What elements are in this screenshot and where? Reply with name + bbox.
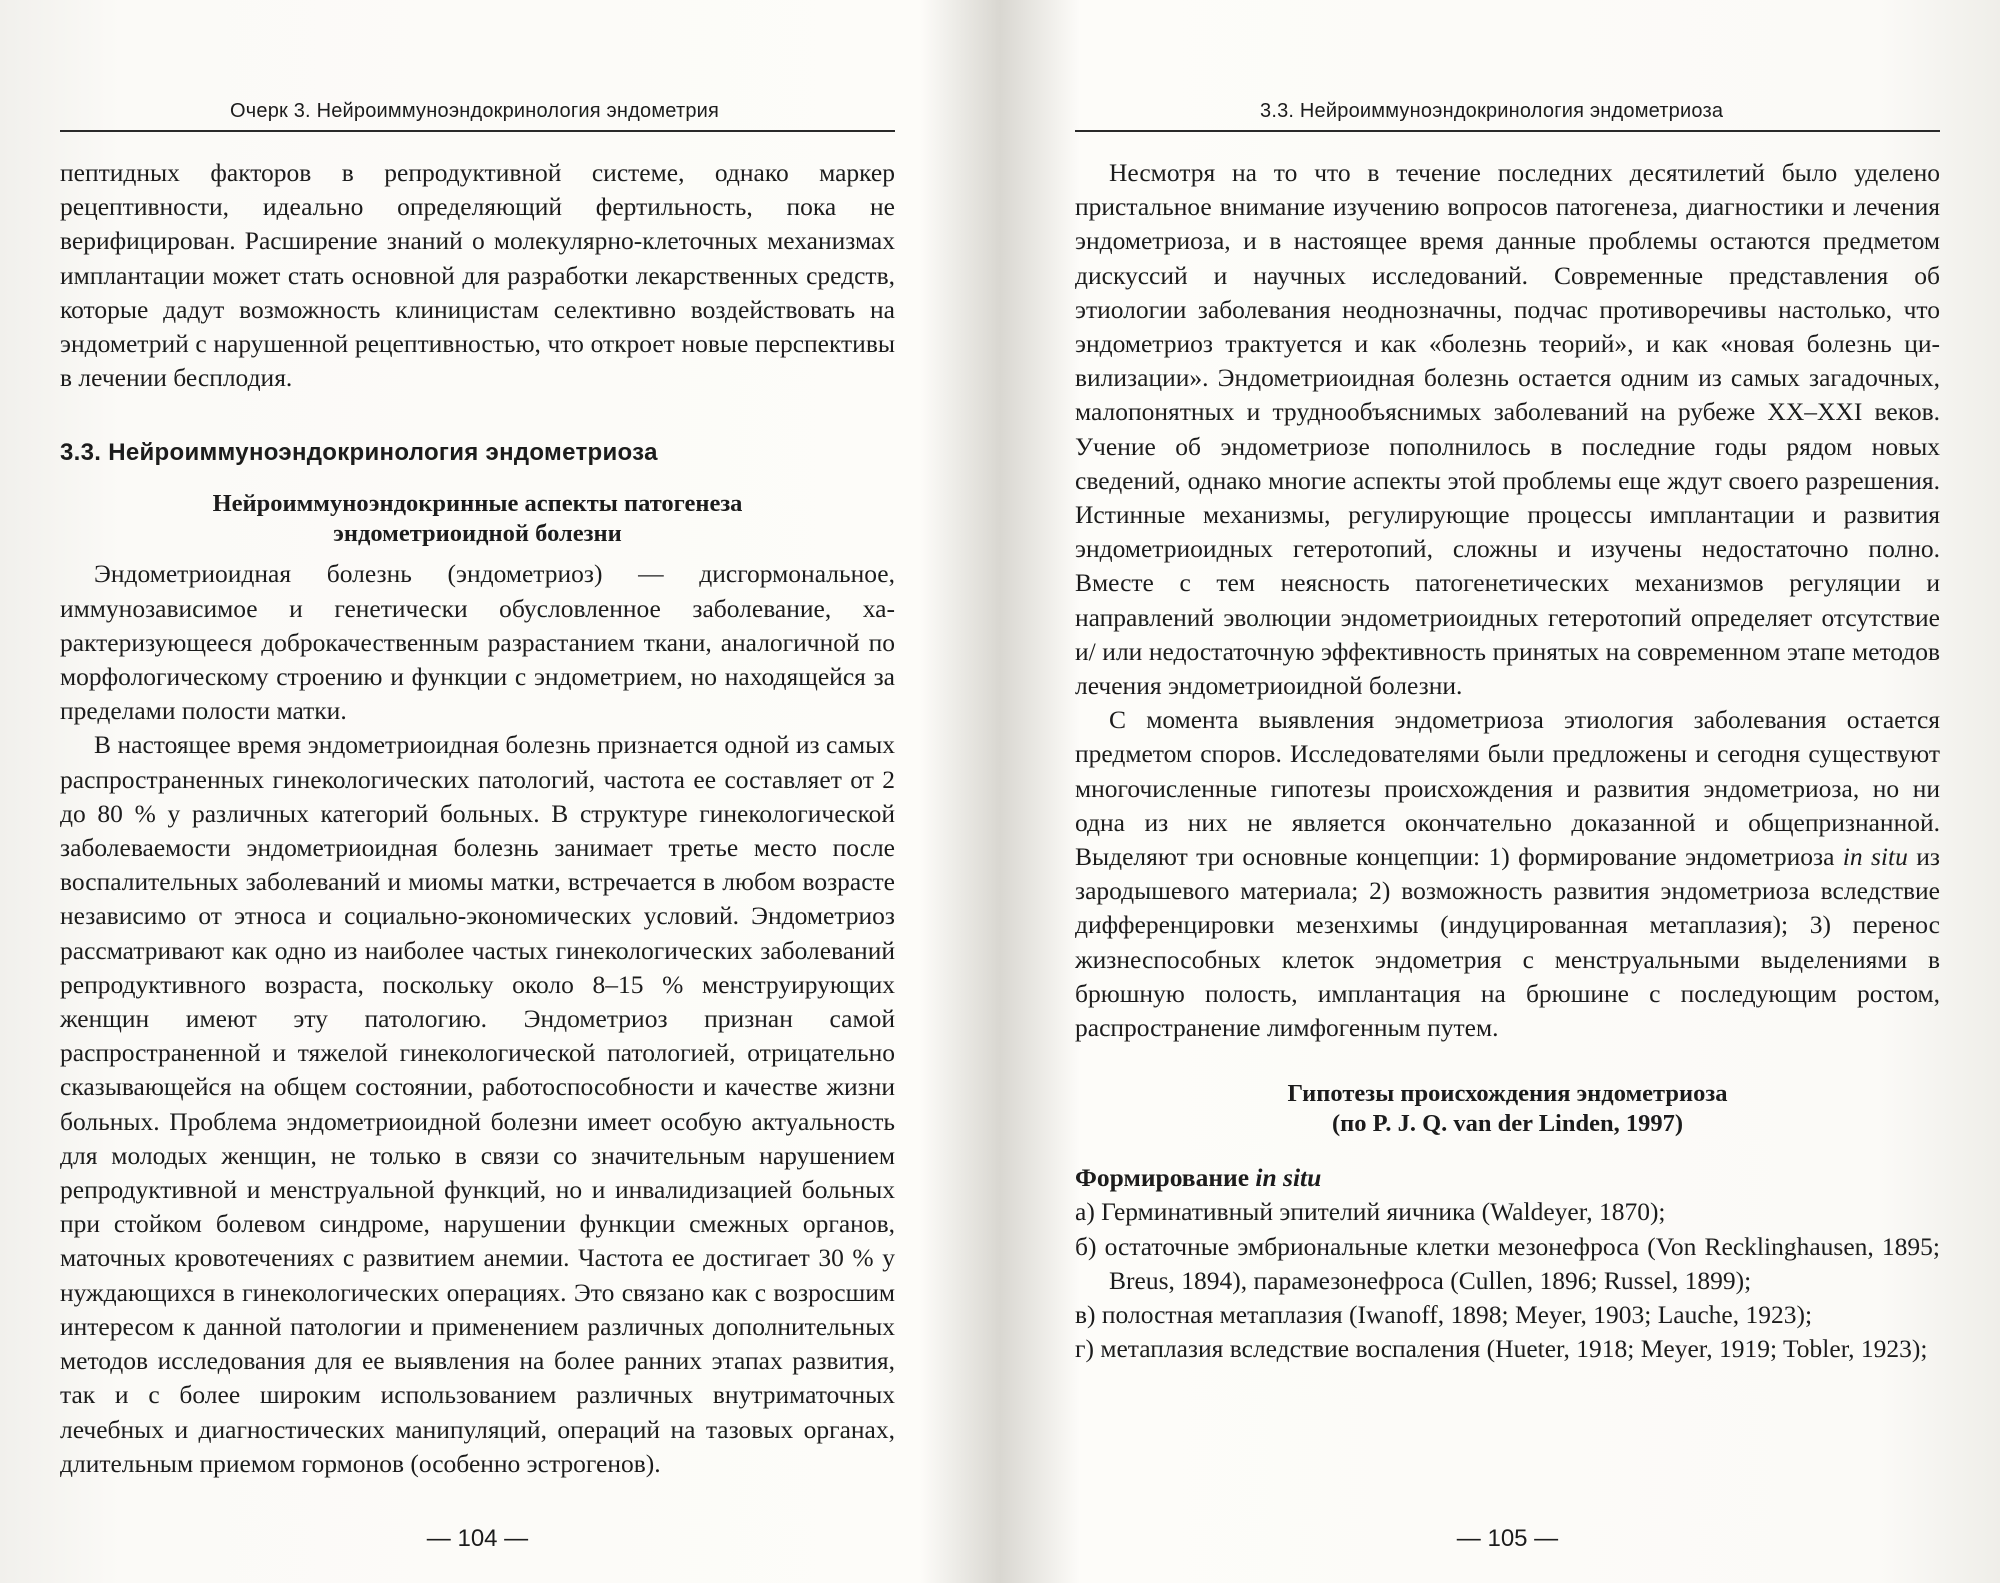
list-item: б) остаточные эмбриональные клетки мезонефроса (Von Recklinghausen, 1895; Breus, 1894), парамезонефроса (Cullen, 1896; Russel, 1899); — [1075, 1231, 1940, 1295]
hypotheses-title-line2: (по P. J. Q. van der Linden, 1997) — [1331, 1110, 1684, 1138]
right-paragraph-1: Несмотря на то что в течение последних десятилетий было уделено пристальное внимание изучению вопросов патогенеза, диагностики и лечения эндометриоза, и в настоящее время данные проблемы остаются предметом дискуссий и научных исследований. Современные представления об этиологии заболевания неоднозначны, подчас противоречивы настолько, что эндометриоз трактуется и как «болезнь теорий», и как «новая болезнь цивилизации». Эндометриоидная болезнь остается одним из самых загадочных, малопонятных и труднообъяснимых заболеваний на рубеже XX–XXI веков. Учение об эндометриозе пополнилось в последние годы рядом новых сведений, однако многие аспекты этой проблемы еще ждут своего разрешения. Истинные механизмы, регулирующие процессы имплантации и развития эндометриоидных гетеротопий, сложны и изучены недостаточно полно. Вместе с тем неясность патогенетических механизмов регуляции и направлений эволюции эндометриоидных гетеротопий определяет отсутствие и/ или недостаточную эффективность принятых на современном этапе методов лечения эндометриоидной болезни. — [1075, 158, 1940, 701]
right-paragraph-2 — [1075, 703, 1940, 1045]
paragraph-2-italic: in situ — [1842, 842, 1908, 872]
left-running-head: Очерк 3. Нейроиммуноэндокринология эндометрия — [60, 100, 895, 132]
section-title: 3.3. Нейроиммуноэндокринология эндометриоза — [60, 439, 658, 467]
left-intro-paragraph: пептидных факторов в репродуктивной системе, однако маркер рецептивности, идеально определяющий фертильность, пока не верифицирован. Расширение знаний о молекулярно-клеточных механизмах имплантации может стать основной для разработки лекарственных средств, которые дадут возможность клиницистам селективно воздействовать на эндометрий с нарушенной рецептивностью, что откроет новые перспективы в лечении бесплодия. — [60, 158, 895, 393]
right-body — [1075, 156, 1940, 1367]
list-item: а) Герминативный эпителий яичника (Waldeyer, 1870); — [1075, 1197, 1666, 1227]
page-number-left: — 104 — — [426, 1525, 529, 1552]
subsection-title — [60, 489, 895, 549]
list-heading-text: Формирование — [1075, 1163, 1256, 1193]
paragraph-2-text-before: С момента выявления эндометриоза этиология заболевания остается предметом споров. Исследователями были предложены и сегодня существуют многочисленные гипотезы происхождения и развития эндометриоза, но ни одна из них не является окончательно доказанной и общепризнанной. Выделяют три основные концепции: 1) формирование эндометриоза — [1075, 705, 1940, 872]
paragraph-2-text-after: из зародышевого материала; 2) возможность развития эндометриоза вследствие дифференцировки мезенхимы (индуцированная метаплазия); 3) перенос жизнеспособных клеток эндометрия с менструальными выделениями в брюшную полость, имплантация на брюшине с последующим ростом, распространение лимфогенным путем. — [1075, 842, 1940, 1043]
subsection-title-line1: Нейроиммуноэндокринные аспекты патогенеза — [212, 490, 743, 518]
subsection-title-line2: эндометриоидной болезни — [333, 520, 622, 548]
right-page — [1075, 0, 1940, 1583]
list-heading-italic: in situ — [1255, 1163, 1322, 1193]
page-number-right: — 105 — — [1456, 1525, 1559, 1552]
list-item: в) полостная метаплазия (Iwanoff, 1898; Meyer, 1903; Lauche, 1923); — [1075, 1300, 1813, 1330]
hypotheses-title — [1075, 1079, 1940, 1139]
list-item: г) метаплазия вследствие воспаления (Hueter, 1918; Meyer, 1919; Tobler, 1923); — [1075, 1334, 1928, 1364]
list-heading — [1075, 1161, 1940, 1195]
right-running-head: 3.3. Нейроиммуноэндокринология эндометриоза — [1075, 100, 1940, 132]
hypotheses-title-line1: Гипотезы происхождения эндометриоза — [1287, 1080, 1728, 1108]
left-paragraph-2: В настоящее время эндометриоидная болезнь признается одной из самых распространенных гинекологических патологий, частота ее составляет от 2 до 80 % у различных категорий больных. В структуре гинекологической заболеваемости эндометриоидная болезнь занимает третье место после воспалительных заболеваний и миомы матки, встречается в любом возрасте независимо от этноса и социально-экономических условий. Эндометриоз рассматривают как одно из наиболее частых гинекологических заболеваний репродуктивного возраста, поскольку около 8–15 % менструирующих женщин имеют эту патологию. Эндометриоз признан самой распространенной и тяжелой гинекологической патологией, отрицательно сказывающейся на общем состоянии, работоспособности и качестве жизни больных. Проблема эндометриоидной болезни имеет особую актуальность для молодых женщин, не только в связи со значительным нарушением репродуктивной и менструальной функций, но и инвалидизацией больных при стойком болевом синдроме, нарушении функции смежных органов, маточных кровотечениях с развитием анемии. Частота ее достигает 30 % у нуждающихся в гинекологических операциях. Это связано как с возросшим интересом к данной патологии и применением различных дополнительных методов исследования для ее выявления на более ранних этапах развития, так и с более широким использованием различных внутриматочных лечебных и диагностических манипуляций, операций на тазовых органах, длительным приемом гормонов (особенно эстрогенов). — [60, 730, 895, 1478]
left-page — [60, 0, 895, 1583]
left-paragraph-1: Эндометриоидная болезнь (эндометриоз) — дисгормональное, иммунозависимое и генетически обусловленное заболевание, характеризующееся доброкачественным разрастанием ткани, аналогичной по морфологическому строению и функции с эндометрием, но находящейся за пределами полости матки. — [60, 559, 895, 726]
left-body — [60, 156, 895, 1481]
